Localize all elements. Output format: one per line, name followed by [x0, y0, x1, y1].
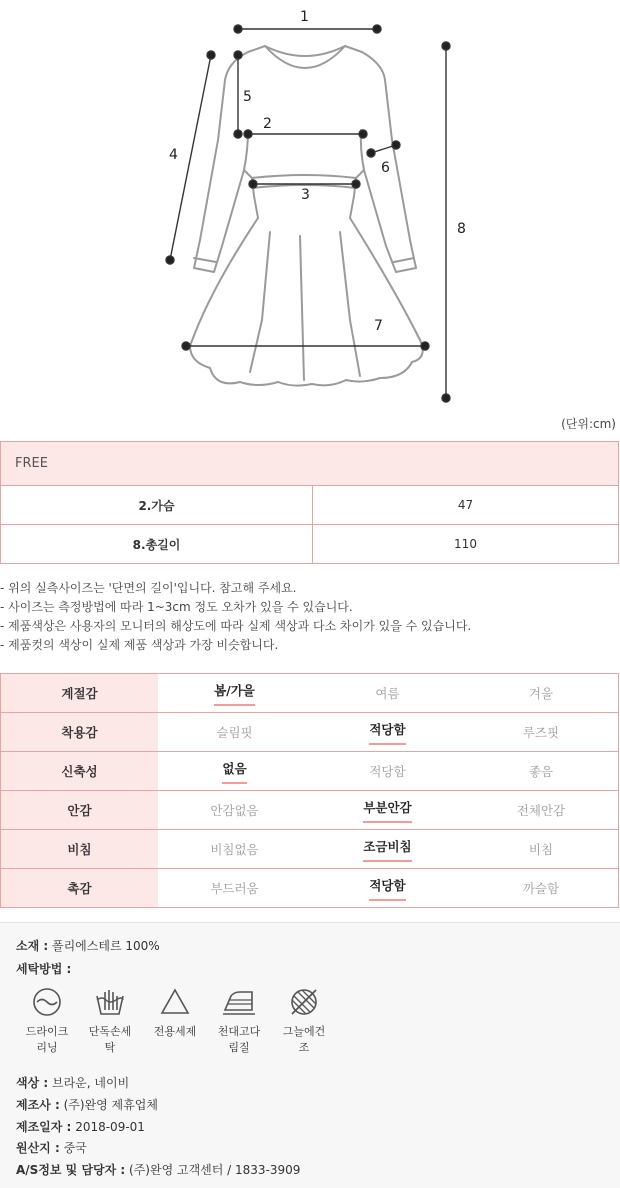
feel-option-selected: [158, 752, 311, 791]
size-table: [0, 441, 619, 564]
iron-cloth-icon: [222, 986, 256, 1018]
wash-item-dry-clean: [15, 986, 79, 1056]
feel-option-selected: [158, 674, 311, 713]
table-row: [1, 830, 619, 869]
feel-option: [311, 752, 464, 791]
measure-label-6: 6: [381, 160, 390, 176]
maker-value: (주)완영 제휴업체: [63, 1098, 158, 1112]
feel-option-label: 비침: [528, 842, 554, 857]
feel-category: 계절감: [1, 674, 159, 713]
note-line: - 위의 실측사이즈는 '단면의 길이'입니다. 참고해 주세요.: [0, 581, 297, 595]
feel-option-label: 까슬함: [522, 881, 560, 896]
measure-label-3: 3: [301, 187, 310, 203]
feel-option: [158, 830, 311, 869]
feel-option: [464, 869, 619, 908]
wash-item-shade-dry: [272, 986, 336, 1056]
measure-label-8: 8: [457, 221, 466, 237]
feel-category: 안감: [1, 791, 159, 830]
feel-category: 비침: [1, 830, 159, 869]
measure-label-7: 7: [374, 318, 383, 334]
feel-option-label: 부드러움: [210, 881, 259, 896]
wash-text-1: 단독손세: [88, 1025, 132, 1038]
feel-option: [464, 713, 619, 752]
date-row: [16, 1118, 145, 1135]
wash-text-1: 천대고다: [217, 1025, 261, 1038]
wash-label: 세탁방법 :: [16, 962, 72, 976]
feel-option-label: 비침없음: [210, 842, 259, 857]
shade-dry-icon: [288, 986, 320, 1018]
feel-option: [464, 674, 619, 713]
note-line: - 사이즈는 측정방법에 따라 1~3cm 정도 오차가 있을 수 있습니다.: [0, 600, 353, 614]
wash-text-1: 그늘에건: [282, 1025, 326, 1038]
size-value: 110: [313, 525, 619, 564]
feel-option: [464, 830, 619, 869]
feel-option-label: 적당함: [369, 876, 405, 901]
dry-clean-icon: [31, 986, 63, 1018]
table-row: [1, 752, 619, 791]
feel-category: 착용감: [1, 713, 159, 752]
feel-option-label: 적당함: [369, 720, 405, 745]
wash-text-2: 리닝: [36, 1041, 58, 1054]
feel-option-label: 적당함: [369, 764, 406, 779]
feel-category: 촉감: [1, 869, 159, 908]
table-row: [1, 713, 619, 752]
feel-option: [158, 713, 311, 752]
maker-label: 제조사 :: [16, 1098, 60, 1112]
feel-option: [158, 869, 311, 908]
fit-feel-table: [0, 673, 619, 908]
note-line: - 제품색상은 사용자의 모니터의 해상도에 따라 실제 색상과 다소 차이가 있을 수 있습니다.: [0, 619, 472, 633]
size-label: 8.총길이: [1, 525, 313, 564]
measure-label-2: 2: [263, 116, 272, 132]
detergent-icon: [159, 986, 191, 1018]
feel-option: [464, 791, 619, 830]
measure-label-1: 1: [300, 9, 309, 25]
feel-option: [311, 674, 464, 713]
feel-option-label: 루즈핏: [522, 725, 560, 740]
wash-item-hand-wash: [78, 986, 142, 1056]
measure-label-5: 5: [243, 89, 252, 105]
feel-option-label: 안감없음: [210, 803, 259, 818]
table-row: [1, 525, 619, 564]
feel-option-label: 조금비침: [363, 837, 411, 862]
date-label: 제조일자 :: [16, 1120, 72, 1134]
origin-row: [16, 1139, 87, 1156]
size-label: 2.가슴: [1, 486, 313, 525]
color-row: [16, 1074, 129, 1091]
feel-option-selected: [311, 713, 464, 752]
as-label: A/S정보 및 담당자 :: [16, 1163, 126, 1177]
feel-option-label: 여름: [375, 686, 400, 701]
material-label: 소재 :: [16, 939, 49, 953]
feel-option: [158, 791, 311, 830]
unit-label: (단위:cm): [561, 417, 616, 431]
feel-option-label: 좋음: [528, 764, 554, 779]
as-row: [16, 1161, 300, 1178]
wash-text-1: 드라이크: [25, 1025, 69, 1038]
color-value: 브라운, 네이비: [52, 1076, 130, 1090]
origin-value: 중국: [63, 1141, 87, 1155]
wash-text-2: 림질: [228, 1041, 250, 1054]
feel-option-label: 없음: [222, 759, 246, 784]
wash-item-iron: [207, 986, 271, 1056]
feel-option: [464, 752, 619, 791]
size-value: 47: [313, 486, 619, 525]
table-row: [1, 869, 619, 908]
feel-category: 신축성: [1, 752, 159, 791]
feel-option-label: 겨울: [528, 686, 554, 701]
wash-item-detergent: [143, 986, 207, 1040]
hand-wash-icon: [94, 986, 126, 1018]
color-label: 색상 :: [16, 1076, 49, 1090]
as-value: (주)완영 고객센터 / 1833-3909: [129, 1163, 301, 1177]
table-row: [1, 486, 619, 525]
feel-option-selected: [311, 869, 464, 908]
feel-option-label: 슬림핏: [216, 725, 253, 740]
material-row: [16, 937, 160, 954]
note-line: - 제품컷의 색상이 실제 제품 색상과 가장 비슷합니다.: [0, 638, 279, 652]
feel-option-selected: [311, 791, 464, 830]
feel-option-label: 전체안감: [516, 803, 566, 818]
size-notes: [0, 579, 620, 655]
origin-label: 원산지 :: [16, 1141, 60, 1155]
measure-label-4: 4: [169, 147, 178, 163]
table-row: [1, 674, 619, 713]
dress-measurement-diagram: [0, 0, 620, 410]
dress-outline: [190, 46, 423, 386]
maker-row: [16, 1096, 158, 1113]
wash-row: [16, 960, 71, 977]
size-header: FREE: [1, 442, 619, 486]
wash-text-2: 탁: [104, 1041, 116, 1054]
feel-option-label: 봄/가을: [214, 681, 255, 706]
material-value: 폴리에스테르 100%: [52, 939, 160, 953]
date-value: 2018-09-01: [75, 1120, 145, 1134]
wash-text-1: 전용세제: [153, 1025, 197, 1038]
table-row: [1, 791, 619, 830]
feel-option-label: 부분안감: [363, 798, 411, 823]
feel-option-selected: [311, 830, 464, 869]
wash-text-2: 조: [298, 1041, 310, 1054]
